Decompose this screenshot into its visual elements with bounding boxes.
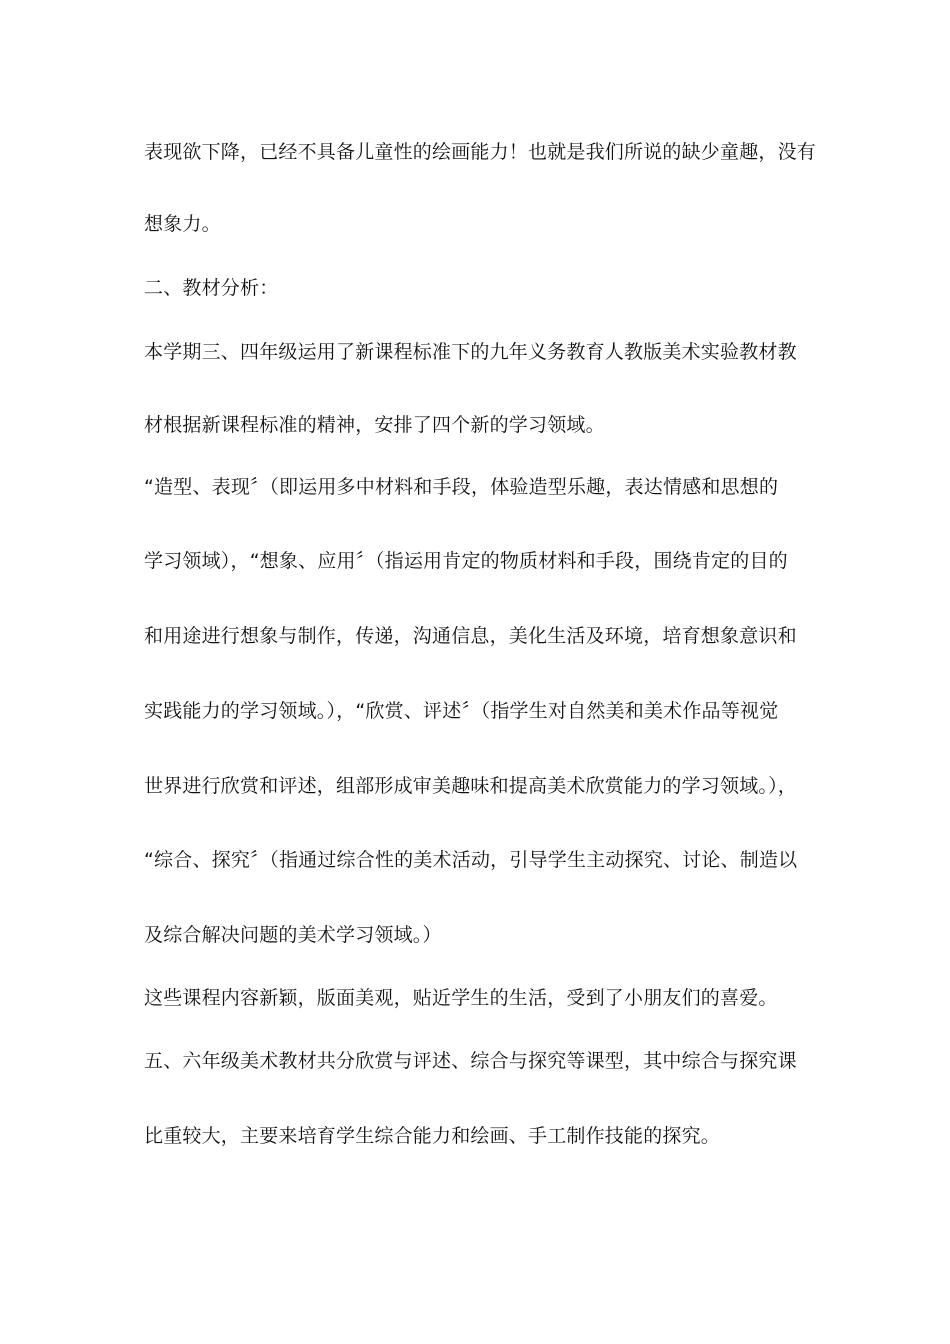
text-line: 表现欲下降，已经不具备儿童性的绘画能力！也就是我们所说的缺少童趣，没有 bbox=[144, 141, 817, 163]
text-line: 材根据新课程标准的精神，安排了四个新的学习领域。 bbox=[144, 414, 605, 436]
text-line: “综合、探究〞（指通过综合性的美术活动，引导学生主动探究、讨论、制造以 bbox=[144, 849, 798, 871]
text-line: 五、六年级美术教材共分欣赏与评述、综合与探究等课型，其中综合与探究课 bbox=[144, 1050, 797, 1072]
text-line: 世界进行欣赏和评述，组部形成审美趣味和提高美术欣赏能力的学习领域。）， bbox=[144, 775, 798, 797]
text-line: “造型、表现〞（即运用多中材料和手段，体验造型乐趣，表达情感和思想的 bbox=[144, 476, 779, 498]
section-heading: 二、教材分析： bbox=[144, 277, 279, 299]
text-line: 及综合解决问题的美术学习领域。） bbox=[144, 924, 442, 946]
text-line: 这些课程内容新颖，版面美观，贴近学生的生活，受到了小朋友们的喜爱。 bbox=[144, 987, 778, 1009]
text-line: 想象力。 bbox=[144, 213, 221, 235]
text-line: 学习领域），“想象、应用〞（指运用肯定的物质材料和手段，围绕肯定的目的 bbox=[144, 550, 788, 572]
text-line: 比重较大，主要来培育学生综合能力和绘画、手工制作技能的探究。 bbox=[144, 1125, 721, 1147]
text-line: 和用途进行想象与制作，传递，沟通信息，美化生活及环境，培育想象意识和 bbox=[144, 625, 797, 647]
text-line: 实践能力的学习领域。），“欣赏、评述〞（指学生对自然美和美术作品等视觉 bbox=[144, 700, 779, 722]
text-line: 本学期三、四年级运用了新课程标准下的九年义务教育人教版美术实验教材教 bbox=[144, 341, 797, 363]
